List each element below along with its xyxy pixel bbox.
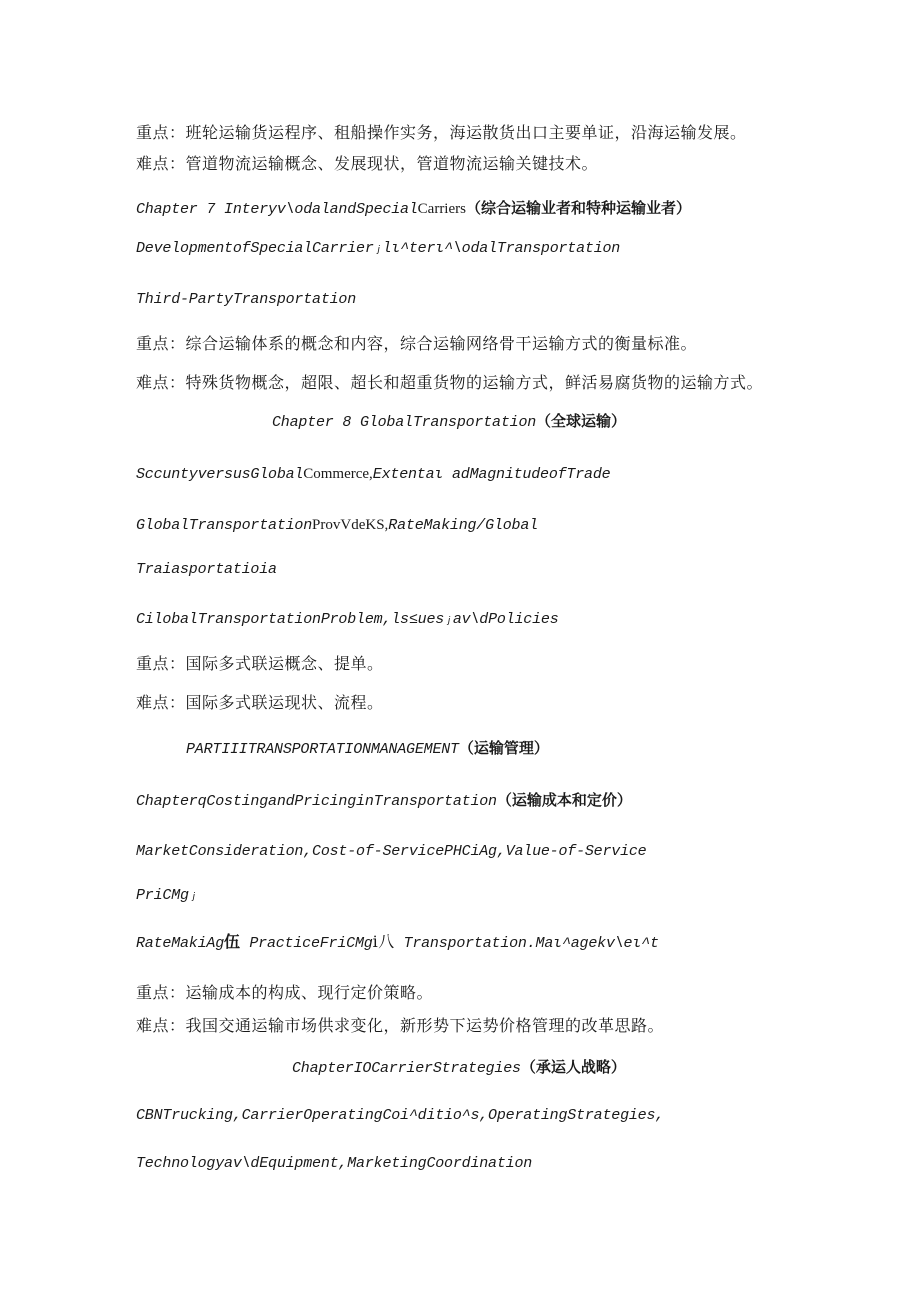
difficulties-ch6: 难点：管道物流运输概念、发展现状，管道物流运输关键技术。	[136, 154, 599, 173]
chapter-7-title-cn: （综合运输业者和特种运输业者）	[465, 199, 691, 217]
part-3-heading	[186, 740, 549, 757]
chapter-8-title-cn: （全球运输）	[536, 412, 627, 430]
chapter-7-title-en-tail: Carriers	[417, 201, 466, 217]
part-3-title-en: PARTIIITRANSPORTATIONMANAGEMENT	[186, 741, 459, 758]
part-3-title-cn: （运输管理）	[458, 739, 549, 757]
chapter-8-topics-1: SccuntyversusGlobalCommerce,Extentaι adMagnitudeofTrade	[136, 466, 611, 483]
chapter-10-topics-2: Technologyav\dEquipment,MarketingCoordination	[136, 1155, 533, 1172]
difficulties-ch8: 难点：国际多式联运现状、流程。	[136, 693, 384, 712]
chapter-10-title-en: ChapterIOCarrierStrategies	[292, 1060, 521, 1077]
chapter-9-heading	[136, 792, 632, 809]
key-points-ch8: 重点：国际多式联运概念、提单。	[136, 654, 384, 673]
chapter-8-title-en: Chapter 8 GlobalTransportation	[272, 414, 537, 431]
chapter-10-heading	[292, 1059, 626, 1076]
difficulties-ch7: 难点：特殊货物概念，超限、超长和超重货物的运输方式，鲜活易腐货物的运输方式。	[136, 373, 764, 392]
chapter-8-topics-4: CilobalTransportationProblem,ls≤uesⱼav\dPolicies	[136, 611, 559, 628]
chapter-10-title-cn: （承运人战略）	[520, 1058, 626, 1076]
chapter-8-topics-2: GlobalTransportationProvVdeKS,RateMaking/Global	[136, 517, 538, 534]
key-points-ch7: 重点：综合运输体系的概念和内容，综合运输网络骨干运输方式的衡量标准。	[136, 334, 698, 353]
chapter-10-topics-1: CBNTrucking,CarrierOperatingCoi^ditio^s,OperatingStrategies,	[136, 1107, 665, 1124]
chapter-8-heading	[272, 413, 626, 430]
chapter-7-topics-2: Third-PartyTransportation	[136, 291, 357, 308]
chapter-9-topics-1: MarketConsideration,Cost-of-ServicePHCiAg,Value-of-Service	[136, 843, 647, 860]
chapter-7-title-en: Chapter 7 Interyv\odalandSpecial	[136, 201, 418, 218]
chapter-7-heading	[136, 200, 691, 217]
chapter-9-topics-2: PriCMgⱼ	[136, 887, 198, 904]
chapter-7-topics-1: DevelopmentofSpecialCarrierⱼlι^terι^\odalTransportation	[136, 240, 621, 257]
chapter-8-topics-3: Traiasportatioia	[136, 561, 277, 578]
chapter-9-title-cn: （运输成本和定价）	[496, 791, 632, 809]
chapter-9-title-en: ChapterqCostingandPricinginTransportation	[136, 793, 497, 810]
key-points-ch9: 重点：运输成本的构成、现行定价策略。	[136, 983, 434, 1002]
key-points-ch6: 重点：班轮运输货运程序、租船操作实务，海运散货出口主要单证，沿海运输发展。	[136, 123, 747, 142]
chapter-9-topics-3: RateMakiAg伍 PracticeFriCMgi八 Transportation.Maι^agekv\eι^t	[136, 932, 659, 952]
difficulties-ch9: 难点：我国交通运输市场供求变化，新形势下运势价格管理的改革思路。	[136, 1016, 665, 1035]
